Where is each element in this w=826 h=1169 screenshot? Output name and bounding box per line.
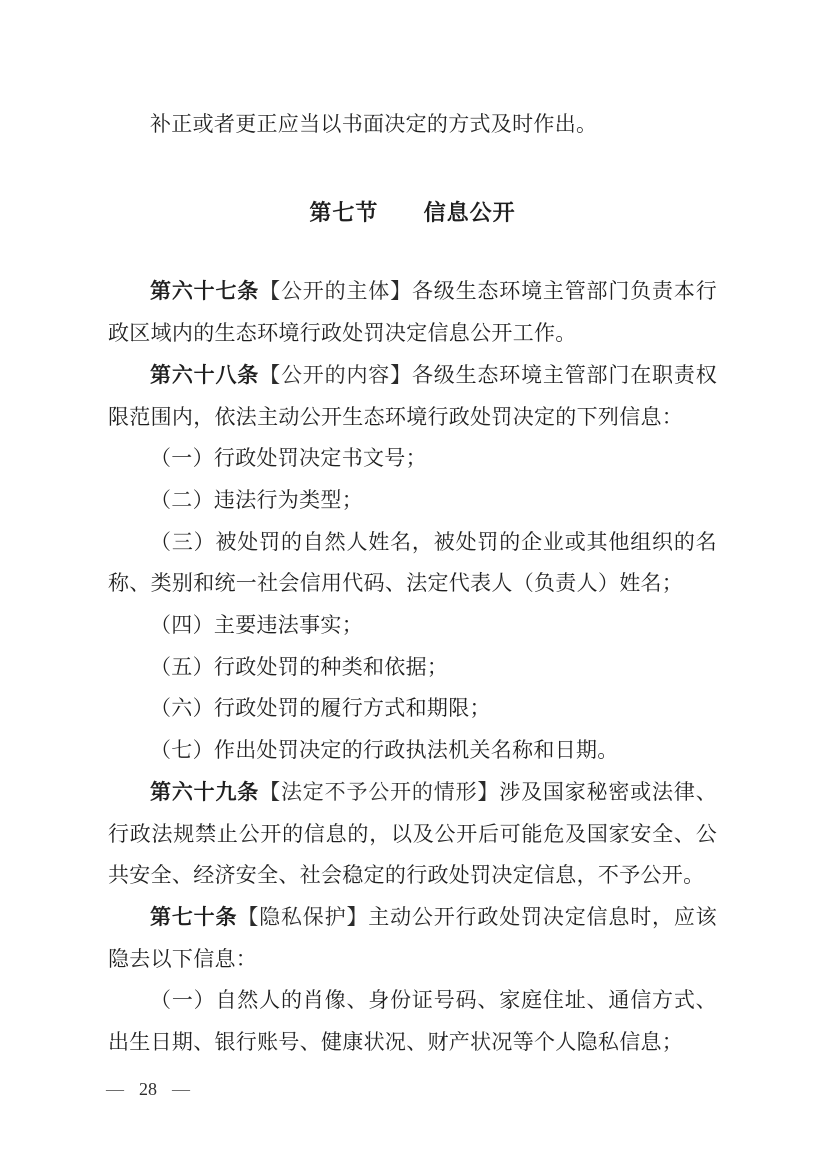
body-text: （七）作出处罚决定的行政执法机关名称和日期。 (150, 738, 619, 763)
paragraph (108, 438, 717, 480)
article-number: 第七十条 (150, 905, 238, 929)
body-text: 各级生态环境主管部门负责本行政区域内的生态环境行政处罚决定信息公开工作。 (108, 279, 717, 346)
body-text: 补正或者更正应当以书面决定的方式及时作出。 (150, 112, 598, 136)
section-title: 信息公开 (423, 199, 516, 225)
paragraphs (108, 271, 717, 1063)
footer-dash-left: — (106, 1079, 124, 1099)
body-text: （四）主要违法事实； (150, 613, 363, 638)
paragraph (108, 522, 717, 605)
paragraph (108, 647, 717, 689)
section-number: 第七节 (309, 199, 379, 225)
body-text: （二）违法行为类型； (150, 487, 363, 512)
lead-paragraph (108, 104, 717, 146)
body-text: （一）自然人的肖像、身份证号码、家庭住址、通信方式、出生日期、银行账号、健康状况、财产状况等个人隐私信息； (108, 988, 717, 1055)
paragraph (108, 605, 717, 647)
paragraph (108, 271, 717, 354)
document-body (108, 104, 717, 1064)
article-title: 【隐私保护】 (237, 904, 369, 929)
article-title: 【公开的主体】 (259, 279, 412, 304)
paragraph (108, 688, 717, 730)
paragraph (108, 772, 717, 897)
paragraph (108, 730, 717, 772)
article-title: 【公开的内容】 (259, 362, 412, 387)
paragraph (108, 355, 717, 438)
body-text: （六）行政处罚的履行方式和期限； (150, 696, 491, 721)
article-number: 第六十九条 (150, 780, 260, 804)
paragraph (108, 897, 717, 980)
page-number: 28 (139, 1079, 157, 1099)
paragraph (108, 480, 717, 522)
body-text: 各级生态环境主管部门在职责权限范围内，依法主动公开生态环境行政处罚决定的下列信息： (108, 362, 717, 429)
article-number: 第六十七条 (150, 280, 260, 304)
body-text: （三）被处罚的自然人姓名，被处罚的企业或其他组织的名称、类别和统一社会信用代码、法定代表人（负责人）姓名； (108, 529, 717, 596)
body-text: （一）行政处罚决定书文号； (150, 446, 427, 471)
article-title: 【法定不予公开的情形】 (259, 779, 500, 804)
body-text: 涉及国家秘密或法律、行政法规禁止公开的信息的，以及公开后可能危及国家安全、公共安全、经济安全、社会稳定的行政处罚决定信息，不予公开。 (108, 779, 717, 888)
section-heading (108, 192, 717, 234)
footer-dash-right: — (172, 1079, 190, 1099)
body-text: 主动公开行政处罚决定信息时，应该隐去以下信息： (108, 904, 717, 971)
page-footer (106, 1078, 190, 1100)
body-text: （五）行政处罚的种类和依据； (150, 654, 449, 679)
paragraph (108, 980, 717, 1063)
article-number: 第六十八条 (150, 363, 260, 387)
